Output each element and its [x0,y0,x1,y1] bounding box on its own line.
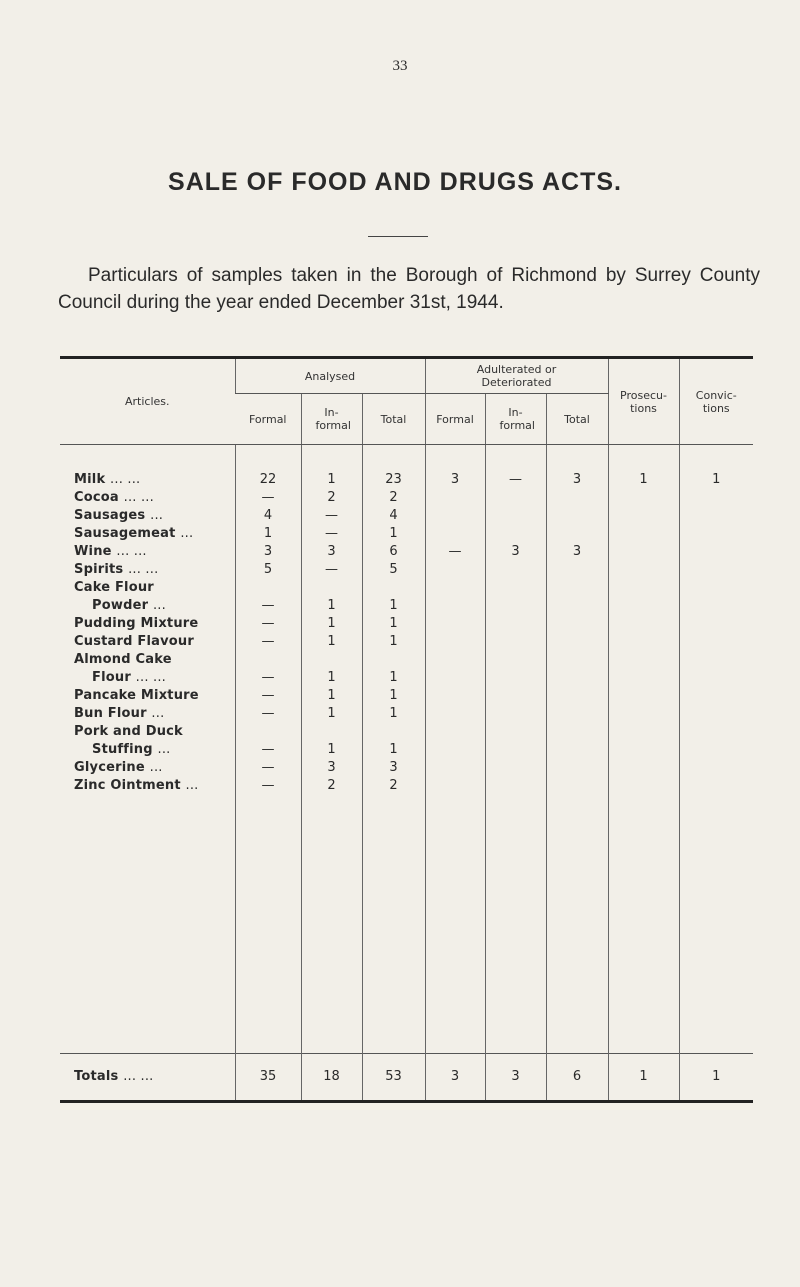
cell-adulterated-informal [485,597,546,615]
article-name: Flour ... ... [92,670,166,685]
cell-analysed-informal [301,579,362,597]
cell-analysed-formal: — [235,615,301,633]
cell-convictions [679,705,753,723]
cell-adulterated-formal [425,597,485,615]
cell-adulterated-informal [485,561,546,579]
table-row [60,543,753,561]
cell-prosecutions [608,777,679,795]
header-articles: Articles. [60,358,235,445]
totals-analysed-total: 53 [362,1054,425,1102]
cell-adulterated-informal: — [485,471,546,489]
cell-analysed-informal: 1 [301,669,362,687]
cell-analysed-informal [301,651,362,669]
cell-adulterated-informal [485,723,546,741]
article-name: Pork and Duck [74,724,183,739]
cell-convictions [679,579,753,597]
cell-analysed-informal: 1 [301,687,362,705]
cell-prosecutions [608,525,679,543]
cell-analysed-informal: — [301,525,362,543]
cell-adulterated-total [546,579,608,597]
cell-adulterated-informal [485,507,546,525]
article-name: Glycerine ... [74,760,163,775]
cell-convictions [679,687,753,705]
cell-adulterated-formal [425,723,485,741]
totals-adulterated-formal: 3 [425,1054,485,1102]
cell-adulterated-total [546,723,608,741]
cell-analysed-formal: — [235,705,301,723]
cell-convictions [679,525,753,543]
cell-adulterated-formal [425,651,485,669]
table-row [60,471,753,489]
cell-analysed-total: 1 [362,597,425,615]
cell-analysed-total: 5 [362,561,425,579]
cell-convictions [679,597,753,615]
cell-adulterated-total [546,741,608,759]
cell-convictions [679,561,753,579]
article-name: Cocoa ... ... [74,490,154,505]
header-convictions: Convic- tions [679,358,753,445]
cell-analysed-informal: 3 [301,759,362,777]
cell-analysed-formal [235,651,301,669]
totals-prosecutions: 1 [608,1054,679,1102]
cell-convictions [679,543,753,561]
cell-analysed-total: 1 [362,741,425,759]
cell-adulterated-total [546,669,608,687]
article-name: Sausages ... [74,508,164,523]
cell-adulterated-formal [425,633,485,651]
cell-prosecutions [608,741,679,759]
cell-analysed-formal [235,723,301,741]
table-row [60,597,753,615]
cell-adulterated-total: 3 [546,543,608,561]
cell-analysed-informal: 1 [301,597,362,615]
article-name: Stuffing ... [92,742,171,757]
cell-adulterated-formal [425,525,485,543]
cell-adulterated-total [546,687,608,705]
table-row [60,507,753,525]
cell-prosecutions [608,723,679,741]
cell-analysed-total: 4 [362,507,425,525]
cell-adulterated-total [546,597,608,615]
article-name: Almond Cake [74,652,172,667]
totals-adulterated-informal: 3 [485,1054,546,1102]
totals-analysed-informal: 18 [301,1054,362,1102]
cell-prosecutions [608,543,679,561]
cell-adulterated-informal [485,687,546,705]
table-row [60,705,753,723]
cell-analysed-informal: — [301,561,362,579]
table-row [60,615,753,633]
cell-adulterated-total [546,507,608,525]
table-body [60,445,753,796]
table-row [60,579,753,597]
article-name: Powder ... [92,598,166,613]
cell-adulterated-formal [425,759,485,777]
cell-adulterated-formal [425,777,485,795]
header-adulterated-formal: Formal [425,394,485,445]
cell-adulterated-formal [425,615,485,633]
article-name: Milk ... ... [74,472,141,487]
page-title: SALE OF FOOD AND DRUGS ACTS. [168,168,622,196]
table-row [60,777,753,795]
cell-convictions [679,651,753,669]
cell-adulterated-informal: 3 [485,543,546,561]
article-name: Pancake Mixture [74,688,199,703]
cell-analysed-total: 2 [362,489,425,507]
cell-analysed-formal: — [235,759,301,777]
cell-adulterated-informal [485,489,546,507]
cell-analysed-informal: 1 [301,615,362,633]
cell-analysed-total: 1 [362,525,425,543]
cell-convictions [679,741,753,759]
cell-adulterated-total [546,561,608,579]
article-name: Zinc Ointment ... [74,778,199,793]
cell-convictions [679,507,753,525]
article-name: Pudding Mixture [74,616,199,631]
cell-adulterated-total [546,759,608,777]
title-divider [368,236,428,237]
cell-prosecutions [608,669,679,687]
table-row [60,759,753,777]
cell-analysed-total: 2 [362,777,425,795]
cell-analysed-formal: 5 [235,561,301,579]
cell-analysed-total [362,579,425,597]
samples-table [60,356,753,1103]
cell-adulterated-total [546,651,608,669]
totals-analysed-formal: 35 [235,1054,301,1102]
cell-adulterated-total: 3 [546,471,608,489]
cell-adulterated-formal [425,687,485,705]
cell-analysed-total: 23 [362,471,425,489]
cell-analysed-total: 1 [362,669,425,687]
cell-adulterated-total [546,633,608,651]
cell-analysed-formal: — [235,597,301,615]
totals-adulterated-total: 6 [546,1054,608,1102]
cell-convictions: 1 [679,471,753,489]
header-analysed-total: Total [362,394,425,445]
cell-adulterated-informal [485,759,546,777]
cell-convictions [679,489,753,507]
article-name: Custard Flavour [74,634,194,649]
cell-adulterated-total [546,615,608,633]
totals-row [60,1054,753,1102]
cell-analysed-total [362,651,425,669]
cell-adulterated-formal: — [425,543,485,561]
cell-adulterated-informal [485,651,546,669]
cell-analysed-informal: 2 [301,777,362,795]
cell-analysed-formal: — [235,741,301,759]
cell-adulterated-formal: 3 [425,471,485,489]
cell-adulterated-informal [485,777,546,795]
cell-prosecutions [608,759,679,777]
cell-convictions [679,615,753,633]
cell-analysed-total: 1 [362,687,425,705]
cell-adulterated-formal [425,579,485,597]
cell-prosecutions [608,579,679,597]
cell-adulterated-formal [425,507,485,525]
cell-analysed-informal: 1 [301,741,362,759]
cell-analysed-formal: — [235,687,301,705]
table-row [60,741,753,759]
cell-adulterated-informal [485,633,546,651]
cell-prosecutions [608,489,679,507]
cell-adulterated-formal [425,741,485,759]
cell-analysed-total: 6 [362,543,425,561]
table-row [60,633,753,651]
cell-analysed-total [362,723,425,741]
cell-convictions [679,777,753,795]
cell-adulterated-informal [485,525,546,543]
cell-analysed-informal: — [301,507,362,525]
cell-analysed-total: 3 [362,759,425,777]
cell-adulterated-total [546,777,608,795]
table-row [60,561,753,579]
cell-analysed-informal: 2 [301,489,362,507]
cell-convictions [679,633,753,651]
cell-analysed-formal: — [235,669,301,687]
cell-prosecutions [608,561,679,579]
cell-prosecutions [608,507,679,525]
cell-prosecutions [608,597,679,615]
cell-adulterated-informal [485,741,546,759]
table-row [60,525,753,543]
header-analysed-formal: Formal [235,394,301,445]
cell-adulterated-informal [485,615,546,633]
cell-adulterated-informal [485,705,546,723]
cell-prosecutions [608,651,679,669]
blank-space-row [60,795,753,1054]
table-row [60,669,753,687]
header-prosecutions: Prosecu- tions [608,358,679,445]
cell-analysed-formal: 1 [235,525,301,543]
cell-analysed-informal: 1 [301,633,362,651]
article-name: Spirits ... ... [74,562,159,577]
cell-convictions [679,669,753,687]
cell-analysed-formal: 22 [235,471,301,489]
header-adulterated-total: Total [546,394,608,445]
cell-prosecutions [608,687,679,705]
cell-prosecutions [608,633,679,651]
cell-adulterated-formal [425,705,485,723]
cell-analysed-formal [235,579,301,597]
header-adulterated-informal: In- formal [485,394,546,445]
header-adulterated: Adulterated or Deteriorated [425,358,608,394]
cell-prosecutions [608,615,679,633]
cell-prosecutions [608,705,679,723]
cell-adulterated-informal [485,669,546,687]
article-name: Sausagemeat ... [74,526,194,541]
cell-prosecutions: 1 [608,471,679,489]
cell-analysed-formal: — [235,777,301,795]
header-analysed: Analysed [235,358,425,394]
cell-adulterated-total [546,705,608,723]
table-row [60,723,753,741]
cell-analysed-formal: 3 [235,543,301,561]
header-analysed-informal: In- formal [301,394,362,445]
cell-convictions [679,723,753,741]
cell-analysed-informal [301,723,362,741]
cell-analysed-formal: — [235,633,301,651]
cell-adulterated-formal [425,489,485,507]
totals-label: Totals ... ... [60,1054,235,1102]
cell-analysed-formal: 4 [235,507,301,525]
cell-analysed-informal: 1 [301,471,362,489]
totals-convictions: 1 [679,1054,753,1102]
cell-adulterated-total [546,489,608,507]
cell-analysed-total: 1 [362,705,425,723]
article-name: Cake Flour [74,580,154,595]
cell-analysed-informal: 3 [301,543,362,561]
article-name: Wine ... ... [74,544,147,559]
cell-analysed-informal: 1 [301,705,362,723]
cell-convictions [679,759,753,777]
table-row [60,489,753,507]
cell-analysed-total: 1 [362,633,425,651]
cell-adulterated-formal [425,561,485,579]
cell-analysed-total: 1 [362,615,425,633]
cell-adulterated-informal [485,579,546,597]
cell-adulterated-formal [425,669,485,687]
page-number: 33 [392,58,408,74]
cell-adulterated-total [546,525,608,543]
table-row [60,651,753,669]
table-row [60,687,753,705]
cell-analysed-formal: — [235,489,301,507]
intro-paragraph: Particulars of samples taken in the Borough of Richmond by Surrey County Council during the year ended December 31st, 1944. [58,265,760,313]
article-name: Bun Flour ... [74,706,165,721]
top-padding-row [60,445,753,472]
